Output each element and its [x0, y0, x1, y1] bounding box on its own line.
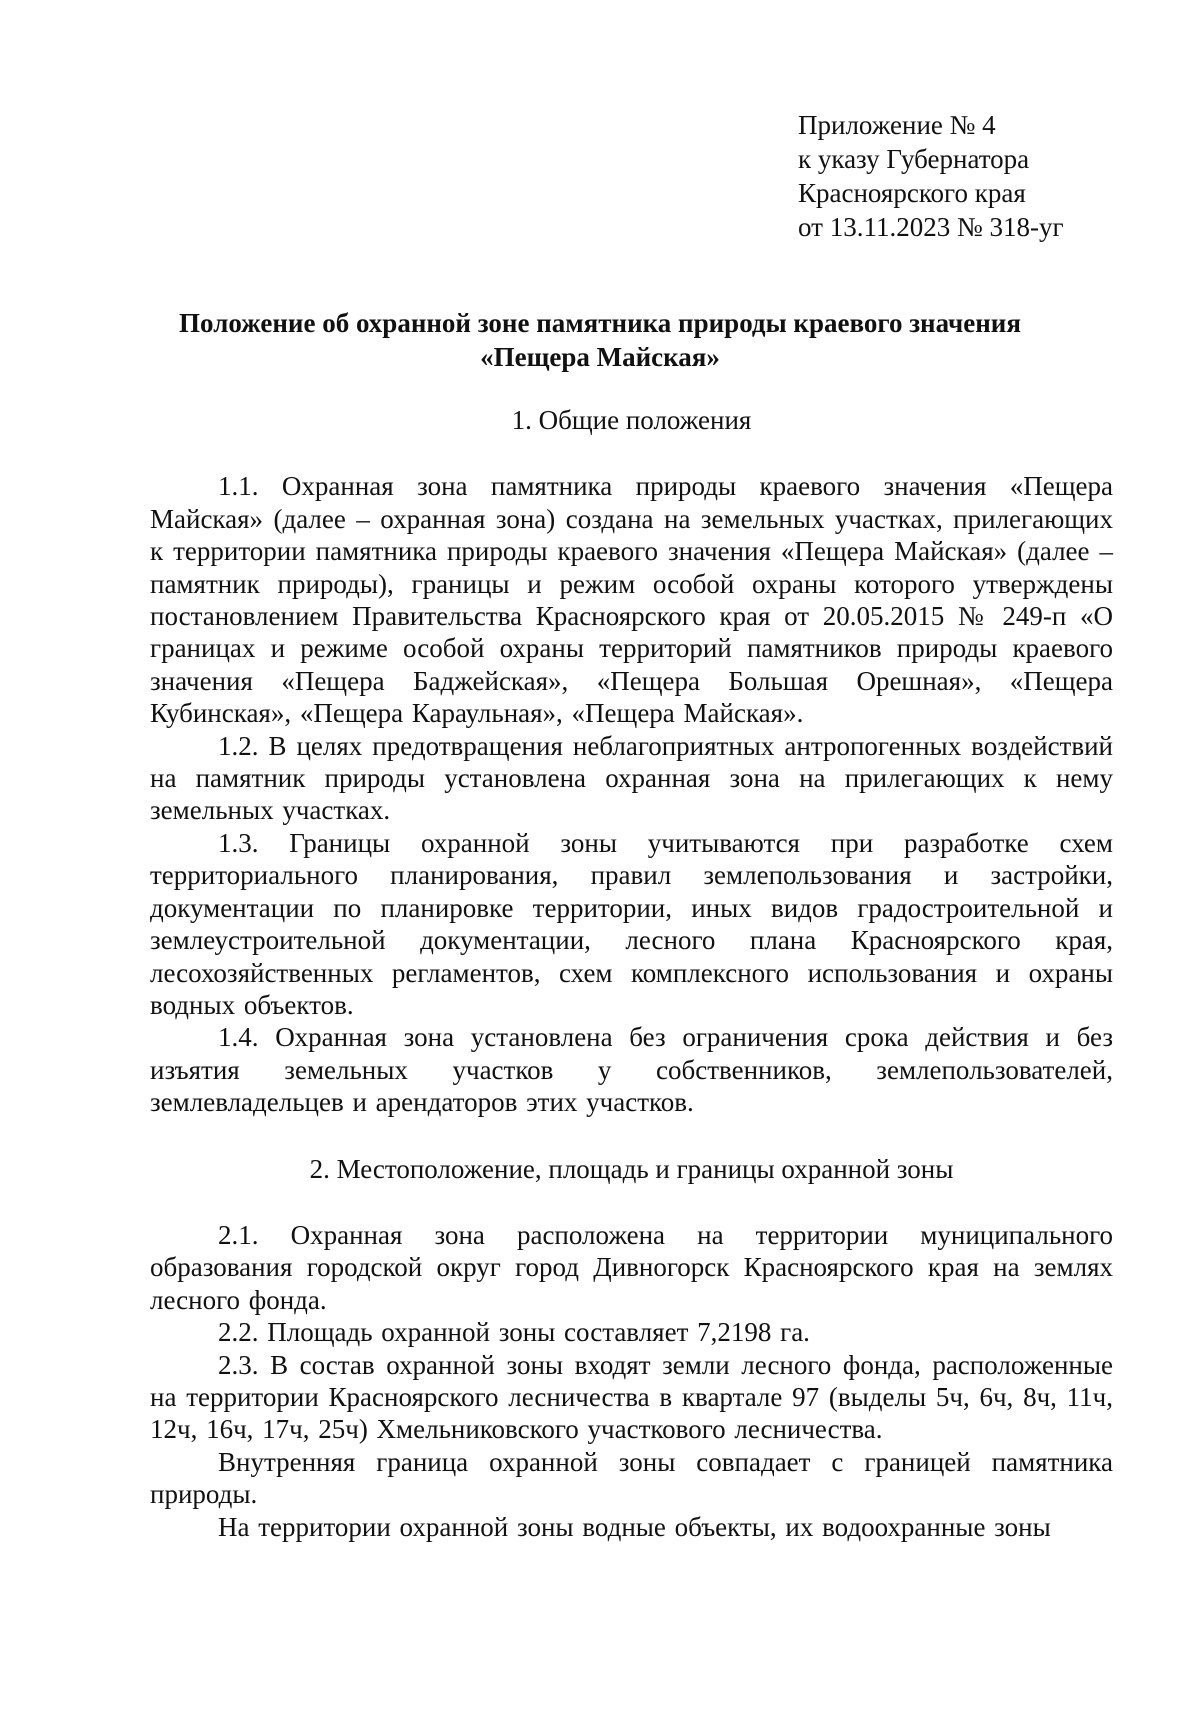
section-2-heading: 2. Местоположение, площадь и границы охранной зоны — [309, 1153, 954, 1184]
title-line-1: Положение об охранной зоне памятника природы краевого значения — [179, 308, 1021, 338]
document-body — [150, 404, 1113, 1543]
annex-line-1: Приложение № 4 — [798, 110, 996, 140]
title-line-2: «Пещера Майская» — [480, 342, 720, 372]
annex-line-3: Красноярского края — [798, 178, 1026, 208]
paragraph-2-2: 2.2. Площадь охранной зоны составляет 7,2198 га. — [218, 1317, 810, 1348]
paragraph-water-objects: На территории охранной зоны водные объекты, их водоохранные зоны — [218, 1511, 1051, 1542]
paragraph-inner-boundary: Внутренняя граница охранной зоны совпадает с границей памятника природы. — [150, 1446, 1113, 1510]
paragraph-1-1: 1.1. Охранная зона памятника природы краевого значения «Пещера Майская» (далее – охранная зона) создана на земельных участках, прилегающих к территории памятника природы краевого значения «Пещера Майская» (далее – памятник природы), границы и режим особой охраны которого утверждены постановлением Правительства Красноярского края от 20.05.2015 № 249-п «О границах и режиме особой охраны территорий памятников природы краевого значения «Пещера Баджейская», «Пещера Большая Орешная», «Пещера Кубинская», «Пещера Караульная», «Пещера Майская». — [150, 471, 1113, 729]
paragraph-1-2: 1.2. В целях предотвращения неблагоприятных антропогенных воздействий на памятник природы установлена охранная зона на прилегающих к нему земельных участках. — [150, 730, 1113, 826]
paragraph-2-1: 2.1. Охранная зона расположена на территории муниципального образования городской округ город Дивногорск Красноярского края на землях лесного фонда. — [150, 1219, 1113, 1315]
paragraph-1-3: 1.3. Границы охранной зоны учитываются при разработке схем территориального планирования, правил землепользования и застройки, документации по планировке территории, иных видов градостроительной и землеустроительной документации, лесного плана Красноярского края, лесохозяйственных регламентов, схем комплексного использования и охраны водных объектов. — [150, 827, 1113, 1020]
section-1-heading: 1. Общие положения — [511, 405, 752, 435]
annex-line-2: к указу Губернатора — [798, 144, 1030, 174]
paragraph-1-4: 1.4. Охранная зона установлена без ограничения срока действия и без изъятия земельных участков у собственников, землепользователей, землевладельцев и арендаторов этих участков. — [150, 1022, 1113, 1118]
paragraph-2-3: 2.3. В состав охранной зоны входят земли лесного фонда, расположенные на территории Красноярского лесничества в квартале 97 (выделы 5ч, 6ч, 8ч, 11ч, 12ч, 16ч, 17ч, 25ч) Хмельниковского участкового лесничества. — [150, 1349, 1113, 1445]
annex-header — [798, 108, 1128, 244]
annex-line-4: от 13.11.2023 № 318-уг — [798, 212, 1064, 242]
document-title — [100, 306, 1100, 374]
